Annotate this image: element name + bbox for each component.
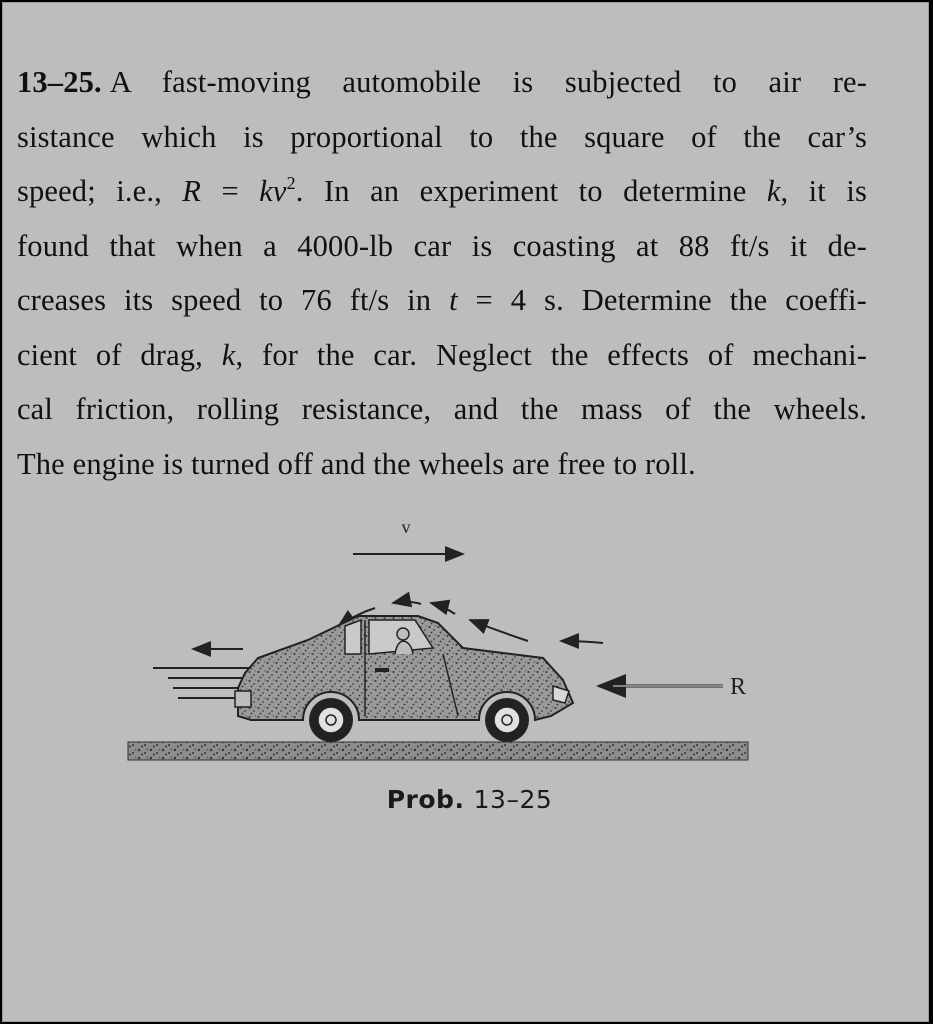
problem-line-7: cal friction, rolling resistance, and the mass of the wheels. xyxy=(17,392,867,426)
problem-line-4: found that when a 4000-lb car is coasting at 88 ft/s it de- xyxy=(17,228,867,263)
equation-v: v xyxy=(272,174,287,208)
ground-strip xyxy=(128,742,748,760)
problem-number: 13–25. xyxy=(17,65,102,99)
equation-exponent: 2 xyxy=(286,173,296,193)
symbol-t: t xyxy=(449,283,458,317)
figure-caption: Prob. 13–25 xyxy=(386,785,553,814)
force-label: R xyxy=(730,674,747,700)
car-figure xyxy=(113,508,793,783)
problem-line-8: The engine is turned off and the wheels are free to roll. xyxy=(17,446,696,481)
symbol-k-drag: k xyxy=(221,337,236,372)
velocity-label: v xyxy=(401,517,411,537)
problem-line-6: cient of drag, k, for the car. Neglect the effects of mechani- xyxy=(17,337,868,372)
problem-line-5: creases its speed to 76 ft/s in t = 4 s. Determine the coeffi- xyxy=(17,283,867,317)
textbook-page xyxy=(2,2,929,1022)
symbol-k: k xyxy=(766,174,781,208)
problem-statement xyxy=(17,55,867,491)
problem-line-2: sistance which is proportional to the square of the car’s xyxy=(17,119,867,154)
problem-line-1: 13–25. A fast-moving automobile is subjected to air re- xyxy=(17,65,867,99)
equation-r: R xyxy=(182,174,202,208)
problem-line-3: speed; i.e., $R = kv^2$. In an experiment to determine k, it is xyxy=(17,173,867,208)
equation-k: k xyxy=(259,174,273,208)
